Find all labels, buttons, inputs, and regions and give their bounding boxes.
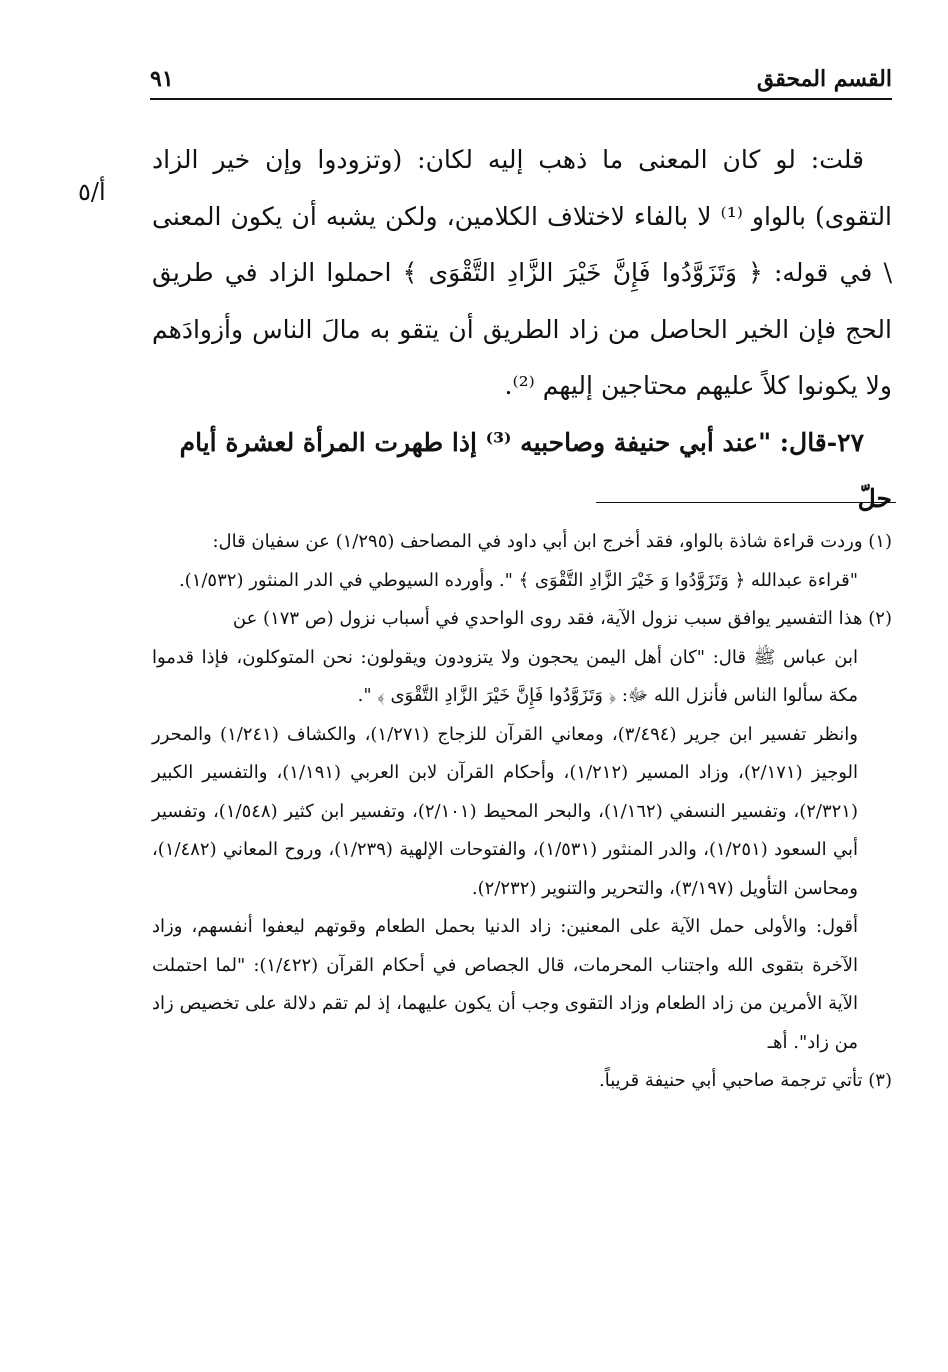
main-paragraph-2: ٢٧-قال: "عند أبي حنيفة وصاحبيه ⁽³⁾ إذا طهرت المرأة لعشرة أيام حلّ: [179, 427, 892, 513]
footnote-1-line-1: (١) وردت قراءة شاذة بالواو، فقد أخرج ابن أبي داود في المصاحف (١/٢٩٥) عن سفيان قال:: [212, 531, 892, 552]
page-number: ٩١: [150, 66, 174, 92]
section-title: القسم المحقق: [756, 66, 892, 92]
footnotes: [152, 523, 892, 1101]
manuscript-folio-note: أ/٥: [78, 178, 106, 206]
main-paragraph-1: قلت: لو كان المعنى ما ذهب إليه لكان: (وتزودوا وإن خير الزاد التقوى) بالواو ⁽¹⁾ لا بالفاء لاختلاف الكلامين، ولكن يشبه أن يكون المعنى \ في قوله: ﴿ وَتَزَوَّدُوا فَإِنَّ خَيْرَ الزَّادِ التَّقْوَى ﴾ احملوا الزاد في طريق الحج فإن الخير الحاصل من زاد الطريق أن يتقو به مالَ الناس وأزوادَهم ولا يكونوا كلاً عليهم محتاجين إليهم ⁽²⁾.: [152, 145, 893, 400]
footnote-1-line-2: "قراءة عبدالله ﴿ وَتَزَوَّدُوا وَ خَيْرَ الزَّادِ التَّقْوَى ﴾ ". وأورده السيوطي في الدر المنثور (١/٥٣٢).: [178, 569, 858, 591]
footnote-2-references: وانظر تفسير ابن جرير (٣/٤٩٤)، ومعاني القرآن للزجاج (١/٢٧١)، والكشاف (١/٢٤١) والمحرر الوجيز (٢/١٧١)، وزاد المسير (١/٢١٢)، وأحكام القرآن لابن العربي (١/١٩١)، والتفسير الكبير (٢/٣٢١)، وتفسير النسفي (١/١٦٢)، والبحر المحيط (٢/١٠١)، وتفسير ابن كثير (١/٥٤٨)، وتفسير أبي السعود (١/٢٥١)، والدر المنثور (١/٥٣١)، والفتوحات الإلهية (١/٢٣٩)، وروح المعاني (١/٤٨٢)، ومحاسن التأويل (٣/١٩٧)، والتحرير والتنوير (٢/٢٣٢).: [152, 723, 859, 899]
page-header: [150, 66, 892, 98]
footnote-divider: [596, 502, 896, 503]
footnote-2-hadith: ابن عباس ﷺ قال: "كان أهل اليمن يحجون ولا يتزودون ويقولون: نحن المتوكلون، فإذا قدموا مكة سألوا الناس فأنزل الله ﷻ: ﴿ وَتَزَوَّدُوا فَإِنَّ خَيْرَ الزَّادِ التَّقْوَى ﴾ ".: [152, 646, 858, 706]
main-text: [152, 132, 892, 528]
header-divider: [150, 98, 892, 100]
footnote-3: (٣) تأتي ترجمة صاحبي أبي حنيفة قريباً.: [599, 1070, 892, 1091]
footnote-2-line-1: (٢) هذا التفسير يوافق سبب نزول الآية، فقد روى الواحدي في أسباب نزول (ص ١٧٣) عن: [232, 608, 892, 629]
footnote-2-comment: أقول: والأولى حمل الآية على المعنين: زاد الدنيا بحمل الطعام وقوتهم ليعفوا أنفسهم، وزاد الآخرة بتقوى الله واجتناب المحرمات، قال الجصاص في أحكام القرآن (١/٤٢٢): "لما احتملت الآية الأمرين من زاد الطعام وزاد التقوى وجب أن يكون عليهما، إذ لم تقم دلالة على تخصيص زاد من زاد". أهـ: [152, 916, 858, 1053]
